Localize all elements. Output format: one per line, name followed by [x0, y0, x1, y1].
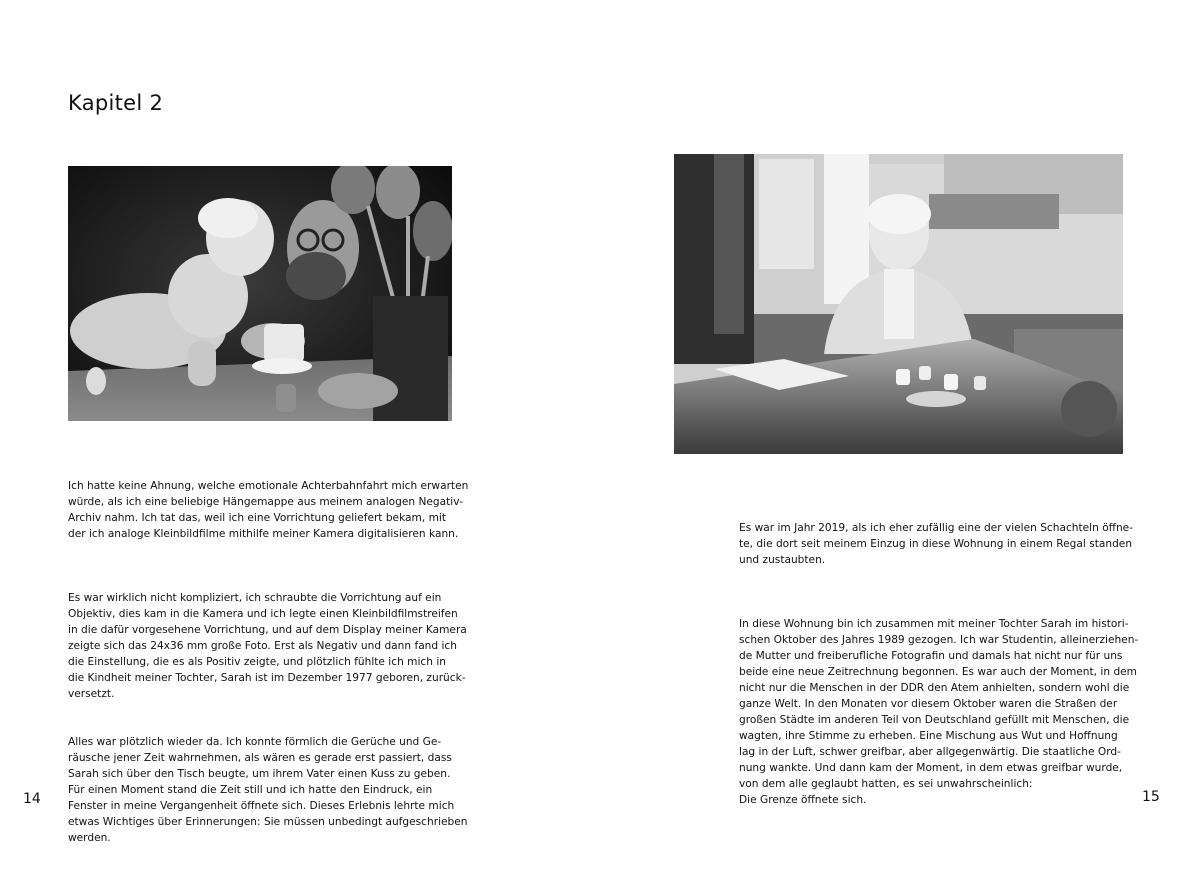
text-line: beide eine neue Zeitrechnung begonnen. Es war auch der Moment, in dem: [739, 666, 1137, 678]
text-line: de Mutter und freiberufliche Fotografin und damals hat nicht nur für uns: [739, 650, 1123, 662]
text-line: wagten, ihre Stimme zu erheben. Eine Mischung aus Wut und Hoffnung: [739, 730, 1118, 742]
text-line: versetzt.: [68, 688, 115, 700]
text-line: Alles war plötzlich wieder da. Ich konnte förmlich die Gerüche und Ge-: [68, 736, 442, 748]
text-line: Archiv nahm. Ich tat das, weil ich eine Vorrichtung geliefert bekam, mit: [68, 512, 446, 524]
text-line: räusche jener Zeit wahrnehmen, als wären es gerade erst passiert, dass: [68, 752, 452, 764]
text-line: Für einen Moment stand die Zeit still und ich hatte den Eindruck, ein: [68, 784, 433, 796]
text-line: etwas Wichtiges über Erinnerungen: Sie müssen unbedingt aufgeschrieben: [68, 816, 468, 828]
left-paragraph-1: [68, 478, 469, 542]
left-paragraph-2: [68, 590, 467, 702]
photo-woman-in-kitchen-image: [674, 154, 1123, 454]
left-page: [0, 0, 595, 842]
text-line: die Kindheit meiner Tochter, Sarah ist im Dezember 1977 geboren, zurück-: [68, 672, 466, 684]
right-body-text: [739, 488, 1139, 840]
text-line: Ich hatte keine Ahnung, welche emotionale Achterbahnfahrt mich erwarten: [68, 480, 469, 492]
text-line: großen Städte im anderen Teil von Deutschland gefüllt mit Menschen, die: [739, 714, 1130, 726]
text-line: lag in der Luft, schwer greifbar, aber allgegenwärtig. Die staatliche Ord-: [739, 746, 1121, 758]
left-body-text: [68, 446, 469, 878]
right-paragraph-1: [739, 520, 1134, 568]
page-number-right: 15: [1142, 789, 1160, 805]
text-line: In diese Wohnung bin ich zusammen mit meiner Tochter Sarah im histori-: [739, 618, 1129, 630]
text-line: werden.: [68, 832, 111, 844]
photo-woman-in-kitchen: [674, 154, 1123, 454]
photo-father-and-child-image: [68, 166, 452, 421]
text-line: würde, als ich eine beliebige Hängemappe aus meinem analogen Negativ-: [68, 496, 464, 508]
text-line: schen Oktober des Jahres 1989 gezogen. Ich war Studentin, alleinerziehen-: [739, 634, 1139, 646]
right-page: [596, 0, 1191, 842]
text-line: Sarah sich über den Tisch beugte, um ihrem Vater einen Kuss zu geben.: [68, 768, 451, 780]
chapter-title: Kapitel 2: [68, 91, 164, 115]
text-line: der ich analoge Kleinbildfilme mithilfe meiner Kamera digitalisieren kann.: [68, 528, 459, 540]
text-line: Die Grenze öffnete sich.: [739, 794, 867, 806]
text-line: Fenster in meine Vergangenheit öffnete sich. Dieses Erlebnis lehrte mich: [68, 800, 455, 812]
left-paragraph-3: [68, 734, 468, 846]
text-line: Es war wirklich nicht kompliziert, ich schraubte die Vorrichtung auf ein: [68, 592, 442, 604]
text-line: nicht nur die Menschen in der DDR den Atem anhielten, sondern wohl die: [739, 682, 1130, 694]
text-line: in die dafür vorgesehene Vorrichtung, und auf dem Display meiner Kamera: [68, 624, 467, 636]
text-line: zeigte sich das 24x36 mm große Foto. Erst als Negativ und dann fand ich: [68, 640, 457, 652]
text-line: die Einstellung, die es als Positiv zeigte, und plötzlich fühlte ich mich in: [68, 656, 446, 668]
text-line: nung wankte. Und dann kam der Moment, in dem etwas greifbar wurde,: [739, 762, 1123, 774]
text-line: Objektiv, dies kam in die Kamera und ich legte einen Kleinbildfilmstreifen: [68, 608, 458, 620]
text-line: und zustaubten.: [739, 554, 826, 566]
right-paragraph-2: [739, 616, 1139, 808]
page-number-left: 14: [23, 791, 41, 807]
text-line: te, die dort seit meinem Einzug in diese Wohnung in einem Regal standen: [739, 538, 1133, 550]
text-line: von dem alle geglaubt hatten, es sei unwahrscheinlich:: [739, 778, 1033, 790]
text-line: Es war im Jahr 2019, als ich eher zufällig eine der vielen Schachteln öffne-: [739, 522, 1134, 534]
photo-father-and-child: [68, 166, 452, 421]
text-line: ganze Welt. In den Monaten vor diesem Oktober waren die Straßen der: [739, 698, 1118, 710]
